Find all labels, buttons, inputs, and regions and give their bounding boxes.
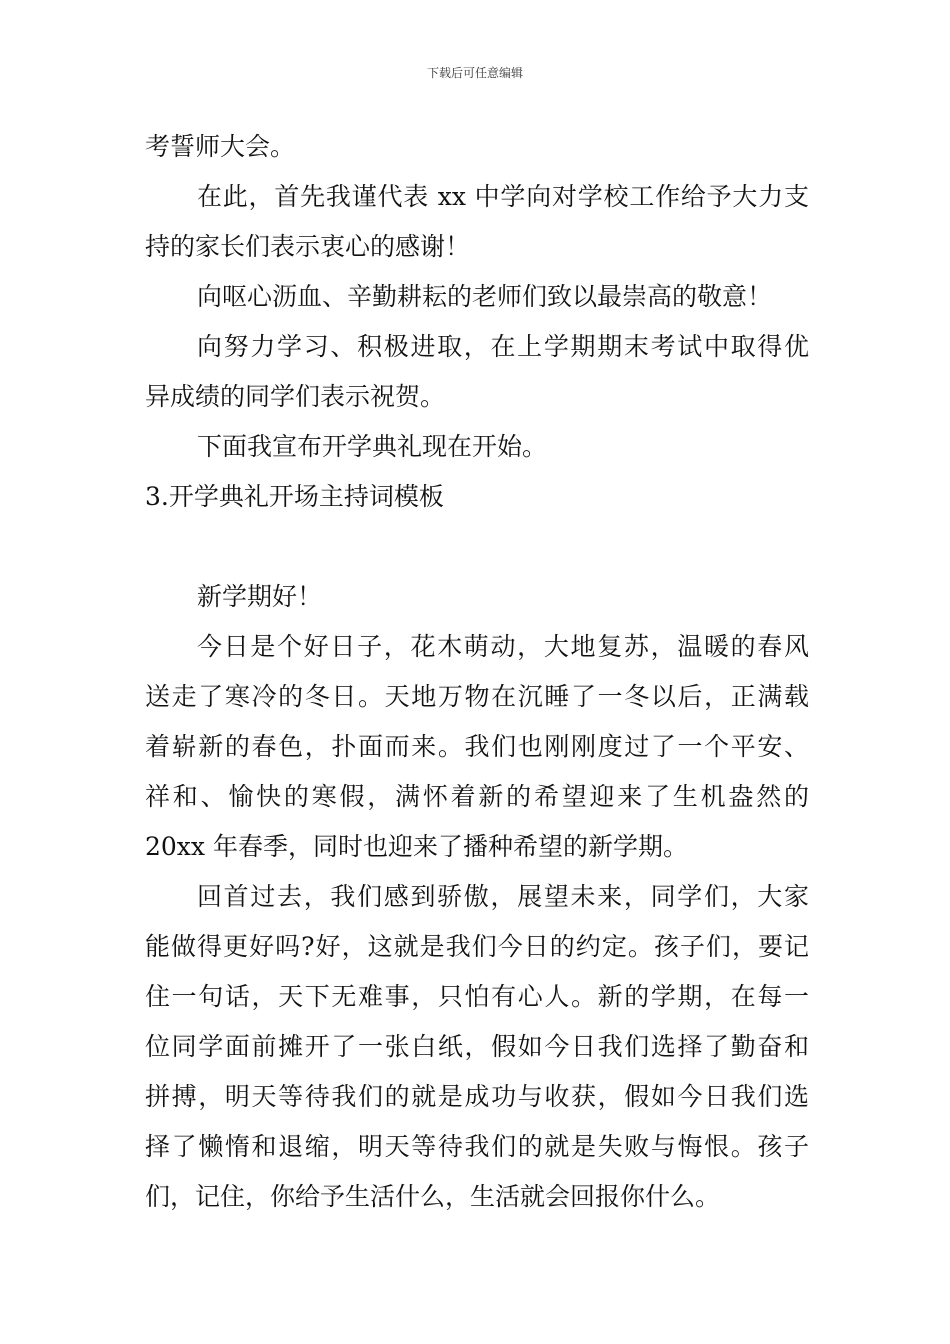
text-line: 考誓师大会。 bbox=[145, 132, 296, 161]
text-line: 着崭新的春色，扑面而来。我们也刚刚度过了一个平安、 bbox=[145, 732, 809, 761]
text-line: 们，记住，你给予生活什么，生活就会回报你什么。 bbox=[145, 1182, 721, 1211]
text-line: 择了懒惰和退缩，明天等待我们的就是失败与悔恨。孩子 bbox=[145, 1132, 809, 1161]
text-line: 向努力学习、积极进取，在上学期期末考试中取得优 bbox=[197, 332, 809, 361]
text-line: 在此，首先我谨代表 xx 中学向对学校工作给予大力支 bbox=[197, 182, 809, 211]
page-header: 下载后可任意编辑 bbox=[426, 66, 523, 80]
text-line: 向呕心沥血、辛勤耕耘的老师们致以最崇高的敬意！ bbox=[197, 282, 773, 311]
text-line: 20xx 年春季，同时也迎来了播种希望的新学期。 bbox=[145, 832, 688, 861]
section-heading: 3.开学典礼开场主持词模板 bbox=[145, 482, 444, 511]
text-line: 能做得更好吗?好，这就是我们今日的约定。孩子们，要记 bbox=[145, 932, 809, 961]
text-line: 持的家长们表示衷心的感谢！ bbox=[145, 232, 471, 261]
text-line: 位同学面前摊开了一张白纸，假如今日我们选择了勤奋和 bbox=[145, 1032, 809, 1061]
text-line: 新学期好！ bbox=[197, 582, 323, 611]
text-line: 祥和、愉快的寒假，满怀着新的希望迎来了生机盎然的 bbox=[145, 782, 809, 811]
text-line: 下面我宣布开学典礼现在开始。 bbox=[197, 432, 548, 461]
text-line: 回首过去，我们感到骄傲，展望未来，同学们，大家 bbox=[197, 882, 809, 911]
text-line: 拼搏，明天等待我们的就是成功与收获，假如今日我们选 bbox=[145, 1082, 809, 1111]
text-line: 住一句话，天下无难事，只怕有心人。新的学期，在每一 bbox=[145, 982, 809, 1011]
document-body bbox=[145, 122, 809, 1222]
text-line: 送走了寒冷的冬日。天地万物在沉睡了一冬以后，正满载 bbox=[145, 682, 809, 711]
blank-line bbox=[145, 522, 809, 572]
text-line: 异成绩的同学们表示祝贺。 bbox=[145, 382, 446, 411]
text-line: 今日是个好日子，花木萌动，大地复苏，温暖的春风 bbox=[197, 632, 809, 661]
